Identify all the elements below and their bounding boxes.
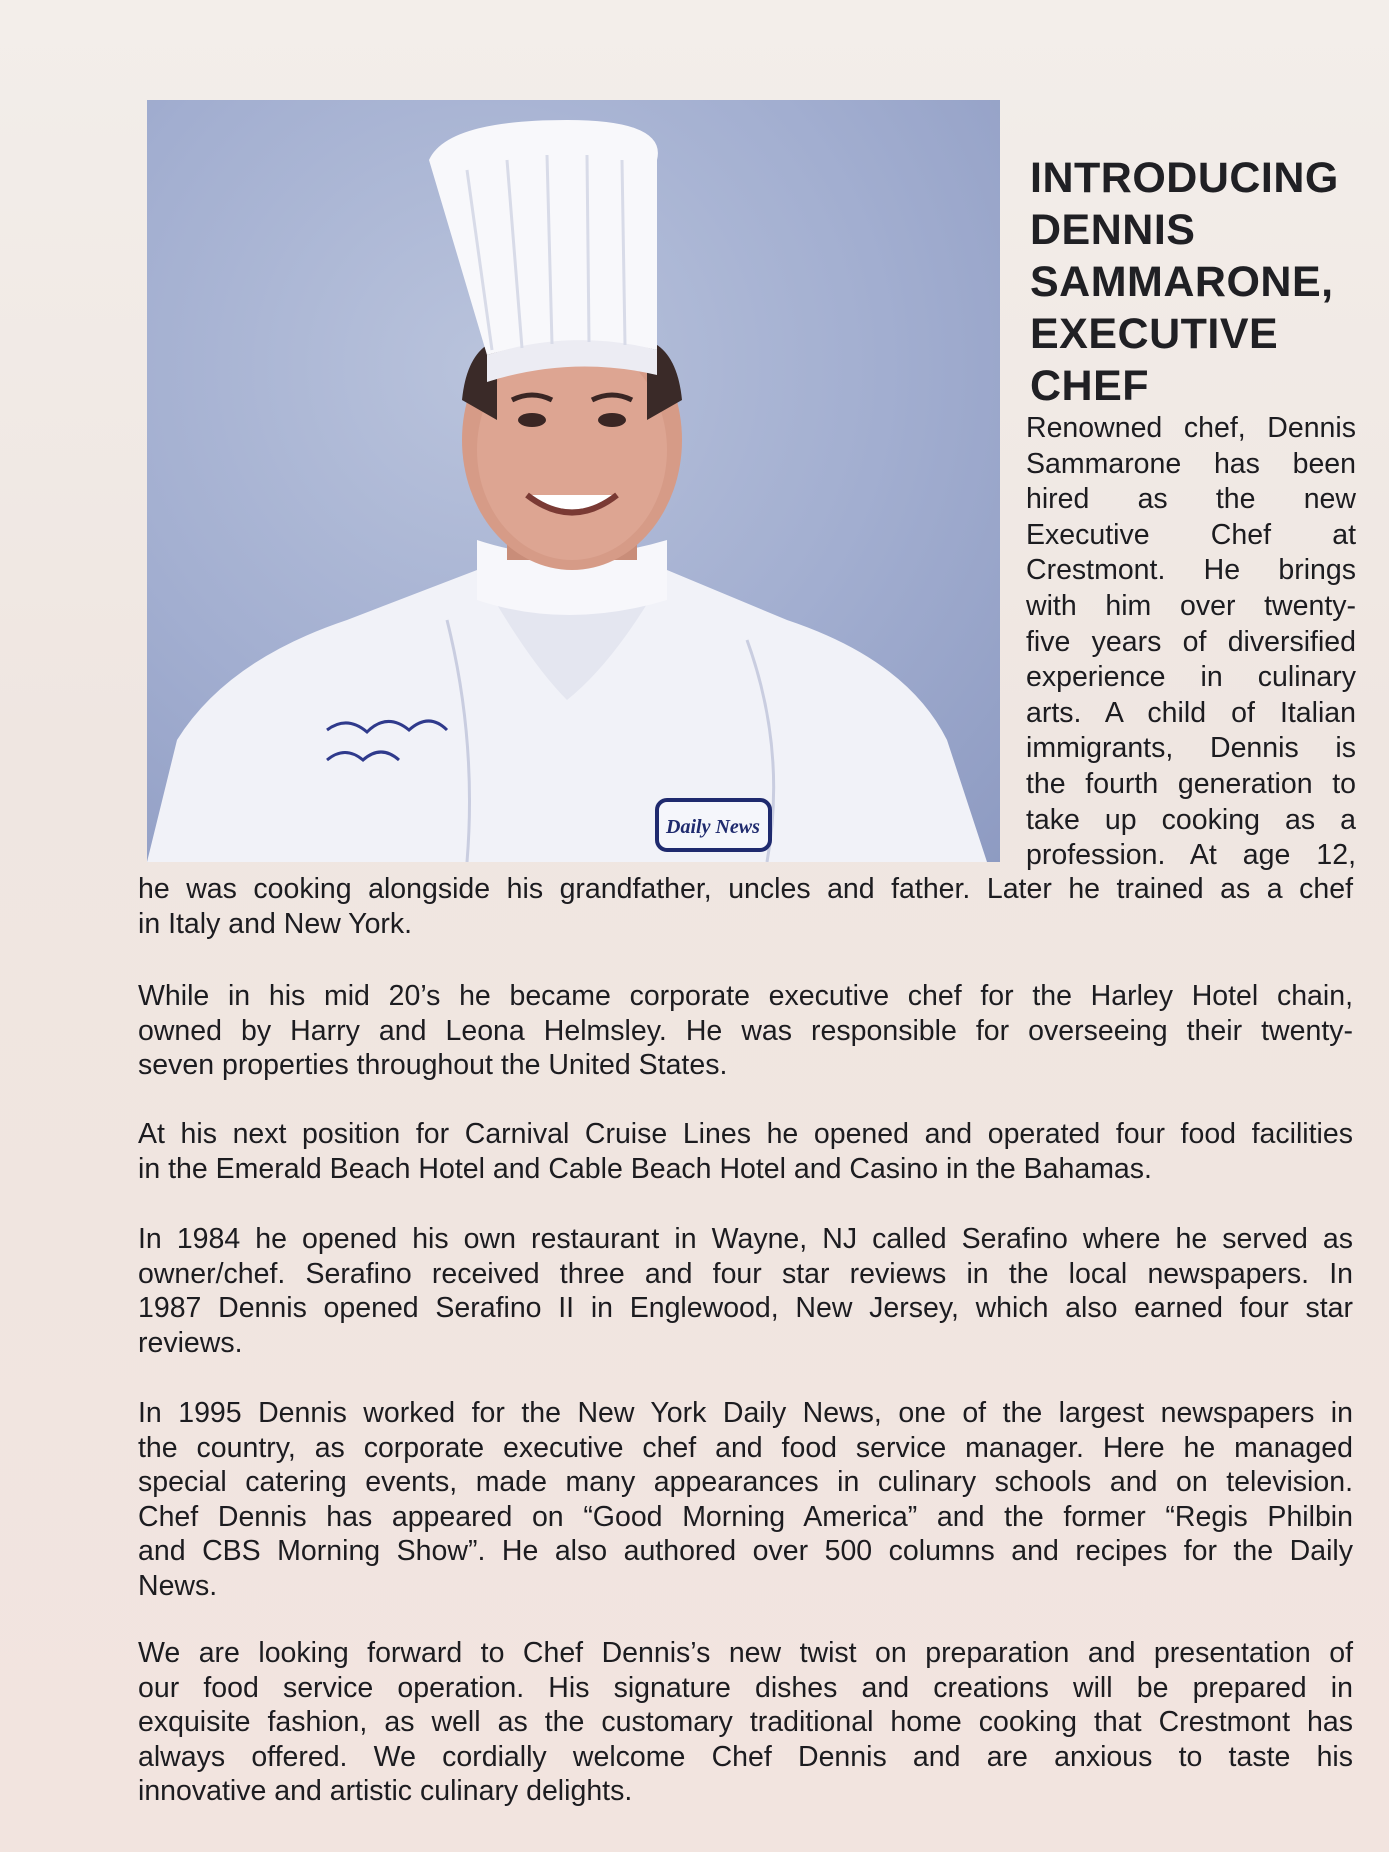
- text-line: hired as the new: [1026, 483, 1356, 516]
- chef-portrait-photo: [147, 100, 1000, 862]
- paragraph-carnival-cruise: [138, 1117, 1353, 1186]
- title-line: SAMMARONE,: [1030, 258, 1334, 306]
- text-line: In 1984 he opened his own restaurant in Wayne, NJ called Serafino where he served as: [138, 1223, 1353, 1255]
- text-line: Chef Dennis has appeared on “Good Morning America” and the former “Regis Philbin: [138, 1500, 1353, 1533]
- text-line: In 1995 Dennis worked for the New York Daily News, one of the largest newspapers in: [138, 1397, 1353, 1429]
- text-line: innovative and artistic culinary delights.: [138, 1775, 633, 1807]
- text-line: seven properties throughout the United States.: [138, 1049, 728, 1081]
- text-line: While in his mid 20’s he became corporate executive chef for the Harley Hotel chain,: [138, 980, 1353, 1012]
- paragraph-early-training: [138, 872, 1353, 941]
- text-line: always offered. We cordially welcome Chef Dennis and are anxious to taste his: [138, 1740, 1353, 1773]
- badge-text: Daily News: [666, 816, 760, 838]
- text-line: Crestmont. He brings: [1026, 554, 1356, 587]
- text-line: owned by Harry and Leona Helmsley. He was responsible for overseeing their twenty-: [138, 1014, 1353, 1047]
- paragraph-daily-news: [138, 1396, 1353, 1603]
- intro-side-column: [1026, 411, 1356, 874]
- text-line: and CBS Morning Show”. He also authored over 500 columns and recipes for the Daily: [138, 1535, 1353, 1567]
- text-line: reviews.: [138, 1326, 243, 1359]
- text-line: owner/chef. Serafino received three and four star reviews in the local newspapers. In: [138, 1257, 1353, 1290]
- text-line: We are looking forward to Chef Dennis’s new twist on preparation and presentation of: [138, 1637, 1353, 1669]
- text-line: the country, as corporate executive chef and food service manager. Here he managed: [138, 1431, 1353, 1464]
- text-line: with him over twenty-: [1026, 589, 1356, 622]
- text-line: in the Emerald Beach Hotel and Cable Beach Hotel and Casino in the Bahamas.: [138, 1152, 1152, 1185]
- paragraph-harley-hotel: [138, 979, 1353, 1083]
- text-line: 1987 Dennis opened Serafino II in Englewood, New Jersey, which also earned four star: [138, 1292, 1353, 1324]
- text-line: At his next position for Carnival Cruise Lines he opened and operated four food facilities: [138, 1118, 1353, 1150]
- text-line: immigrants, Dennis is: [1026, 732, 1356, 765]
- text-line: our food service operation. His signature dishes and creations will be prepared in: [138, 1671, 1353, 1704]
- text-line: the fourth generation to: [1026, 767, 1356, 800]
- text-line: in Italy and New York.: [138, 907, 413, 940]
- text-line: he was cooking alongside his grandfather, uncles and father. Later he trained as a chef: [138, 873, 1353, 905]
- title-line: INTRODUCING: [1030, 154, 1339, 202]
- text-line: exquisite fashion, as well as the customary traditional home cooking that Crestmont has: [138, 1706, 1353, 1738]
- text-line: Executive Chef at: [1026, 518, 1356, 551]
- paragraph-serafino: [138, 1222, 1353, 1360]
- text-line: five years of diversified: [1026, 625, 1356, 658]
- text-line: experience in culinary: [1026, 661, 1356, 694]
- chef-portrait-illustration: [147, 100, 1000, 862]
- text-line: Renowned chef, Dennis: [1026, 412, 1356, 444]
- text-line: profession. At age 12,: [1026, 839, 1356, 872]
- daily-news-badge: [657, 800, 770, 850]
- paragraph-welcome: [138, 1636, 1353, 1809]
- text-line: Sammarone has been: [1026, 447, 1356, 480]
- title-line: DENNIS: [1030, 206, 1196, 254]
- text-line: take up cooking as a: [1026, 803, 1356, 836]
- text-line: special catering events, made many appearances in culinary schools and on television.: [138, 1466, 1353, 1498]
- title-line: EXECUTIVE: [1030, 310, 1279, 358]
- text-line: News.: [138, 1569, 218, 1602]
- title-line: CHEF: [1030, 362, 1150, 410]
- page-title: [1030, 152, 1380, 412]
- text-line: arts. A child of Italian: [1026, 696, 1356, 729]
